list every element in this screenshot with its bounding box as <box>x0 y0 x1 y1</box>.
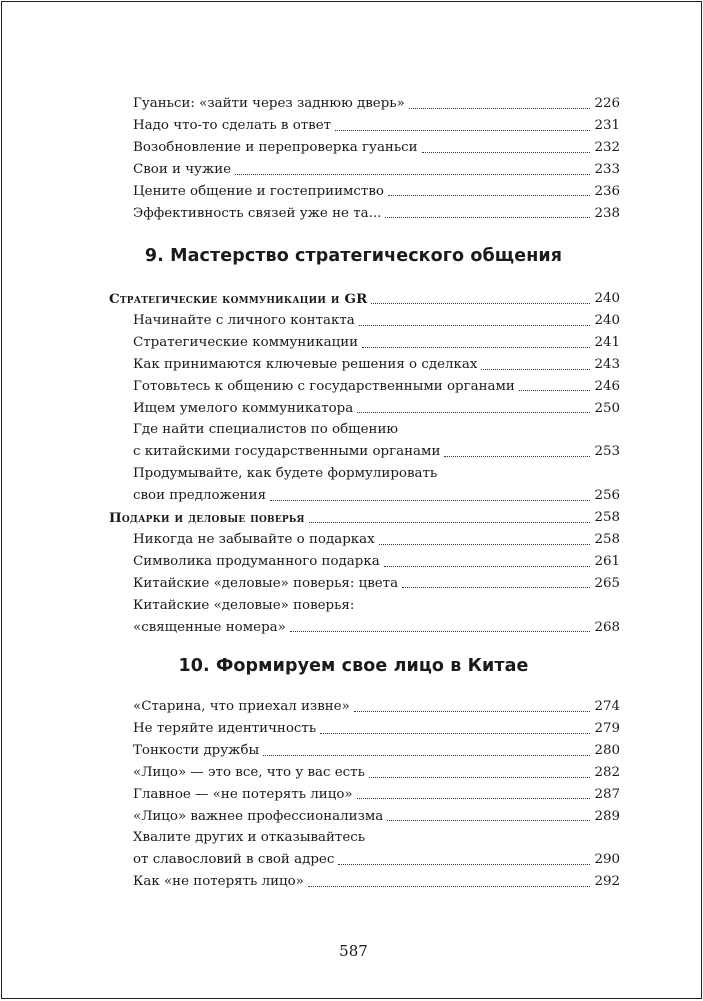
toc-entry-title: Свои и чужие <box>133 161 232 177</box>
toc-entry-page: 233 <box>594 161 620 177</box>
toc-entry-page: 292 <box>594 874 620 890</box>
dot-leader <box>320 733 590 734</box>
toc-entry[interactable] <box>109 439 620 461</box>
dot-leader <box>359 325 591 326</box>
dot-leader <box>422 152 591 153</box>
dot-leader <box>379 544 591 545</box>
toc-entry-title: «Старина, что приехал извне» <box>133 699 350 715</box>
toc-entry-title: с китайскими государственными органами <box>133 444 441 460</box>
toc-entry-title: Продумывайте, как будете формулировать <box>133 466 438 482</box>
toc-entry-title: Гуаньси: «зайти через заднюю дверь» <box>133 96 405 112</box>
toc-entry-page: 240 <box>594 291 620 307</box>
toc-entry-title: Готовьтесь к общению с государственными органами <box>133 378 515 394</box>
toc-entry-line[interactable] <box>109 592 620 614</box>
chapter-heading[interactable]: 10. Формируем свое лицо в Китае <box>178 656 529 676</box>
dot-leader <box>308 886 591 887</box>
dot-leader <box>338 864 590 865</box>
toc-entry-title: Где найти специалистов по общению <box>133 422 399 438</box>
toc-entry-title: Хвалите других и отказывайтесь <box>133 830 366 846</box>
dot-leader <box>409 108 591 109</box>
toc-entry[interactable] <box>109 330 620 352</box>
dot-leader <box>309 522 591 523</box>
dot-leader <box>444 456 590 457</box>
toc-entry[interactable] <box>109 571 620 593</box>
toc-section-entry[interactable] <box>109 286 620 308</box>
dot-leader <box>387 820 590 821</box>
dot-leader <box>369 777 591 778</box>
toc-section-title: Подарки и деловые поверья <box>109 510 305 527</box>
toc-entry-page: 238 <box>594 205 620 221</box>
toc-entry[interactable] <box>109 760 620 782</box>
toc-entry[interactable] <box>109 527 620 549</box>
toc-entry-page: 274 <box>594 699 620 715</box>
toc-entry-page: 290 <box>594 852 620 868</box>
toc-entry-title: «Лицо» важнее профессионализма <box>133 808 384 824</box>
toc-entry[interactable] <box>109 847 620 869</box>
toc-entry-title: Как принимаются ключевые решения о сделках <box>133 356 478 372</box>
toc-entry-title: Китайские «деловые» поверья: <box>133 597 355 613</box>
toc-entry-title: Стратегические коммуникации <box>133 334 359 350</box>
dot-leader <box>371 303 590 304</box>
dot-leader <box>357 412 590 413</box>
toc-entry[interactable] <box>109 395 620 417</box>
toc-entry-title: «священные номера» <box>133 619 286 635</box>
toc-entry[interactable] <box>109 869 620 891</box>
toc-entry-page: 246 <box>594 378 620 394</box>
toc-entry-page: 241 <box>594 334 620 350</box>
toc-entry-title: Ищем умелого коммуникатора <box>133 400 354 416</box>
dot-leader <box>385 217 590 218</box>
dot-leader <box>335 130 590 131</box>
toc-entry-title: Эффективность связей уже не та... <box>133 205 382 221</box>
toc-entry-title: Главное — «не потерять лицо» <box>133 786 353 802</box>
toc-entry[interactable] <box>109 549 620 571</box>
toc-entry[interactable] <box>109 738 620 760</box>
dot-leader <box>235 174 590 175</box>
toc-section-title: Стратегические коммуникации и GR <box>109 291 368 308</box>
toc-entry-title: «Лицо» — это все, что у вас есть <box>133 764 365 780</box>
toc-entry-page: 250 <box>594 400 620 416</box>
toc-entry-page: 265 <box>594 575 620 591</box>
toc-entry[interactable] <box>109 782 620 804</box>
toc-entry[interactable] <box>109 157 620 179</box>
toc-entry[interactable] <box>109 483 620 505</box>
toc-entry-page: 287 <box>594 786 620 802</box>
page-number: 587 <box>339 942 368 960</box>
toc-entry-page: 279 <box>594 721 620 737</box>
toc-entry-page: 268 <box>594 619 620 635</box>
dot-leader <box>481 369 590 370</box>
toc-entry[interactable] <box>109 614 620 636</box>
toc-entry-title: Китайские «деловые» поверья: цвета <box>133 575 399 591</box>
chapter-heading[interactable]: 9. Мастерство стратегического общения <box>144 246 563 266</box>
toc-entry-page: 243 <box>594 356 620 372</box>
toc-group-chapter-10 <box>109 694 620 891</box>
toc-entry[interactable] <box>109 91 620 113</box>
toc-entry-title: Цените общение и гостеприимство <box>133 183 384 199</box>
toc-entry-title: свои предложения <box>133 488 267 504</box>
toc-entry[interactable] <box>109 352 620 374</box>
book-page <box>1 1 702 999</box>
toc-entry-title: Как «не потерять лицо» <box>133 874 304 890</box>
toc-section-entry[interactable] <box>109 505 620 527</box>
dot-leader <box>519 390 591 391</box>
dot-leader <box>354 711 591 712</box>
toc-entry-title: Символика продуманного подарка <box>133 553 380 569</box>
toc-group-chapter-9 <box>109 286 620 636</box>
dot-leader <box>362 347 590 348</box>
dot-leader <box>270 500 590 501</box>
dot-leader <box>402 587 590 588</box>
toc-entry-title: Тонкости дружбы <box>133 742 260 758</box>
toc-entry-title: Возобновление и перепроверка гуаньси <box>133 139 418 155</box>
dot-leader <box>388 195 591 196</box>
toc-entry[interactable] <box>109 374 620 396</box>
toc-entry-line[interactable] <box>109 417 620 439</box>
toc-entry-title: Не теряйте идентичность <box>133 721 317 737</box>
toc-entry-page: 226 <box>594 96 620 112</box>
dot-leader <box>384 566 591 567</box>
toc-entry[interactable] <box>109 803 620 825</box>
toc-entry-page: 232 <box>594 139 620 155</box>
dot-leader <box>357 798 591 799</box>
toc-entry-title: от славословий в свой адрес <box>133 852 335 868</box>
toc-entry-title: Надо что-то сделать в ответ <box>133 118 332 134</box>
toc-entry-title: Никогда не забывайте о подарках <box>133 531 375 547</box>
toc-entry-page: 289 <box>594 808 620 824</box>
toc-entry-page: 261 <box>594 553 620 569</box>
toc-entry[interactable] <box>109 179 620 201</box>
toc-group-guanxi <box>109 91 620 222</box>
toc-entry-page: 231 <box>594 118 620 134</box>
toc-entry-page: 280 <box>594 742 620 758</box>
toc-entry-page: 253 <box>594 444 620 460</box>
toc-entry-line[interactable] <box>109 825 620 847</box>
toc-entry[interactable] <box>109 113 620 135</box>
toc-entry[interactable] <box>109 694 620 716</box>
toc-entry-page: 240 <box>594 313 620 329</box>
toc-entry-line[interactable] <box>109 461 620 483</box>
toc-entry[interactable] <box>109 308 620 330</box>
toc-entry[interactable] <box>109 716 620 738</box>
toc-entry-page: 236 <box>594 183 620 199</box>
toc-entry-page: 256 <box>594 488 620 504</box>
toc-entry-page: 258 <box>594 531 620 547</box>
toc-entry-page: 258 <box>594 510 620 526</box>
toc-entry[interactable] <box>109 135 620 157</box>
toc-entry[interactable] <box>109 200 620 222</box>
toc-entry-title: Начинайте с личного контакта <box>133 313 355 329</box>
toc-entry-page: 282 <box>594 764 620 780</box>
dot-leader <box>263 755 590 756</box>
dot-leader <box>290 631 591 632</box>
